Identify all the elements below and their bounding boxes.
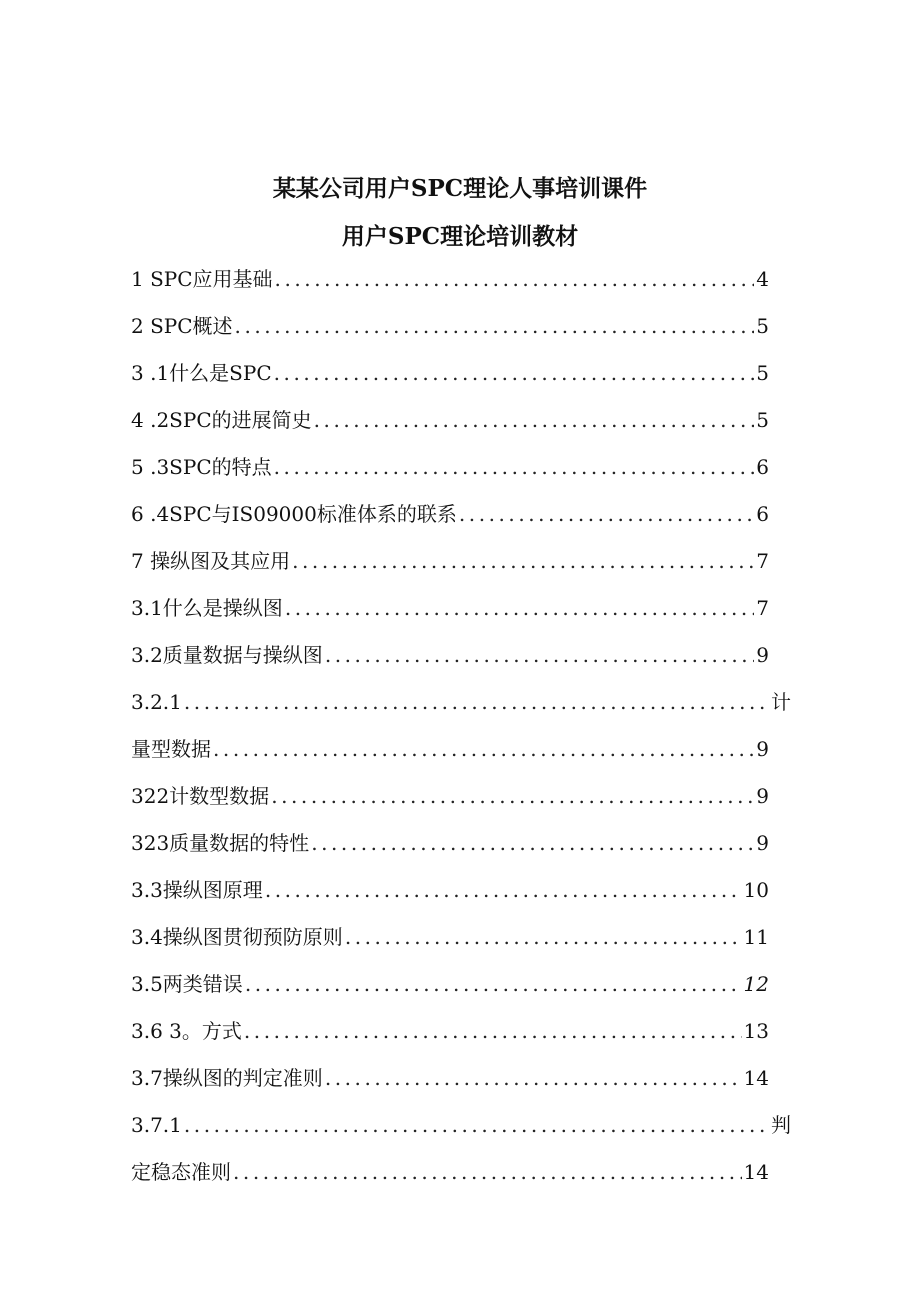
toc-dot-leader <box>235 309 755 343</box>
toc-entry-label: 3.3操纵图原理 <box>131 878 263 902</box>
table-of-contents <box>131 262 791 1202</box>
toc-dot-leader <box>285 591 754 625</box>
toc-entry[interactable] <box>131 1061 769 1108</box>
toc-entry-page: 12 <box>743 972 769 996</box>
toc-entry-label: 6 .4SPC与IS09000标准体系的联系 <box>131 502 457 526</box>
toc-entry-page: 6 <box>756 502 769 526</box>
document-title: 某某公司用户SPC理论人事培训课件 <box>272 175 648 202</box>
toc-entry-label: 3.6 3。方式 <box>131 1019 242 1043</box>
toc-dot-leader <box>213 732 754 766</box>
toc-entry-page: 9 <box>756 643 769 667</box>
toc-entry-label: 3.7操纵图的判定准则 <box>131 1066 323 1090</box>
toc-entry-page: 11 <box>743 925 769 949</box>
toc-entry-page: 9 <box>756 831 769 855</box>
toc-entry-page: 9 <box>756 784 769 808</box>
toc-dot-leader <box>233 1155 742 1189</box>
toc-entry-page: 5 <box>756 314 769 338</box>
toc-entry[interactable] <box>131 920 769 967</box>
toc-entry[interactable] <box>131 544 769 591</box>
toc-dot-leader <box>184 1108 769 1142</box>
toc-entry-page: 5 <box>756 361 769 385</box>
toc-entry[interactable] <box>131 403 769 450</box>
toc-dot-leader <box>265 873 742 907</box>
toc-entry[interactable] <box>131 873 769 920</box>
toc-entry-label: 5 .3SPC的特点 <box>131 455 272 479</box>
toc-entry-label: 7 操纵图及其应用 <box>131 549 291 573</box>
toc-entry-page: 6 <box>756 455 769 479</box>
toc-entry[interactable] <box>131 309 769 356</box>
toc-dot-leader <box>245 967 742 1001</box>
toc-dot-leader <box>274 356 755 390</box>
toc-entry-label: 322计数型数据 <box>131 784 270 808</box>
toc-entry[interactable] <box>131 591 769 638</box>
toc-entry-label: 4 .2SPC的进展简史 <box>131 408 312 432</box>
toc-entry[interactable] <box>131 497 769 544</box>
toc-entry-label: 323质量数据的特性 <box>131 831 310 855</box>
toc-entry[interactable] <box>131 638 769 685</box>
toc-dot-leader <box>292 544 754 578</box>
toc-entry-label: 3.2质量数据与操纵图 <box>131 643 323 667</box>
document-subtitle: 用户SPC理论培训教材 <box>341 223 579 250</box>
toc-entry-label: 3.1什么是操纵图 <box>131 596 283 620</box>
toc-entry[interactable] <box>131 1014 769 1061</box>
toc-entry-label: 量型数据 <box>131 737 211 761</box>
toc-entry[interactable] <box>131 1155 769 1202</box>
toc-entry-label: 3 .1什么是SPC <box>131 361 272 385</box>
toc-entry-label: 3.7.1 <box>131 1113 182 1137</box>
toc-entry[interactable] <box>131 262 769 309</box>
toc-entry-page: 14 <box>743 1160 769 1184</box>
toc-dot-leader <box>244 1014 742 1048</box>
toc-entry-label: 定稳态准则 <box>131 1160 231 1184</box>
toc-entry-page: 计 <box>771 690 791 714</box>
toc-entry[interactable] <box>131 779 769 826</box>
toc-entry[interactable] <box>131 967 769 1014</box>
toc-dot-leader <box>325 1061 742 1095</box>
toc-entry[interactable] <box>131 1108 791 1155</box>
toc-entry-label: 3.2.1 <box>131 690 182 714</box>
toc-dot-leader <box>345 920 742 954</box>
toc-entry[interactable] <box>131 685 791 732</box>
toc-entry-page: 13 <box>743 1019 769 1043</box>
toc-dot-leader <box>311 826 754 860</box>
toc-dot-leader <box>314 403 755 437</box>
toc-dot-leader <box>274 450 755 484</box>
toc-entry[interactable] <box>131 732 769 779</box>
toc-entry-page: 判 <box>771 1113 791 1137</box>
toc-entry[interactable] <box>131 450 769 497</box>
toc-entry[interactable] <box>131 826 769 873</box>
toc-entry-label: 2 SPC概述 <box>131 314 233 338</box>
toc-entry-page: 10 <box>743 878 769 902</box>
toc-entry-label: 3.5两类错误 <box>131 972 243 996</box>
toc-entry[interactable] <box>131 356 769 403</box>
toc-dot-leader <box>184 685 769 719</box>
toc-dot-leader <box>325 638 754 672</box>
toc-entry-page: 5 <box>756 408 769 432</box>
toc-entry-label: 3.4操纵图贯彻预防原则 <box>131 925 343 949</box>
toc-entry-page: 7 <box>756 596 769 620</box>
toc-entry-page: 9 <box>756 737 769 761</box>
toc-entry-page: 14 <box>743 1066 769 1090</box>
toc-entry-page: 7 <box>756 549 769 573</box>
toc-entry-page: 4 <box>756 267 769 291</box>
toc-dot-leader <box>271 779 754 813</box>
toc-dot-leader <box>275 262 755 296</box>
toc-entry-label: 1 SPC应用基础 <box>131 267 273 291</box>
toc-dot-leader <box>459 497 754 531</box>
